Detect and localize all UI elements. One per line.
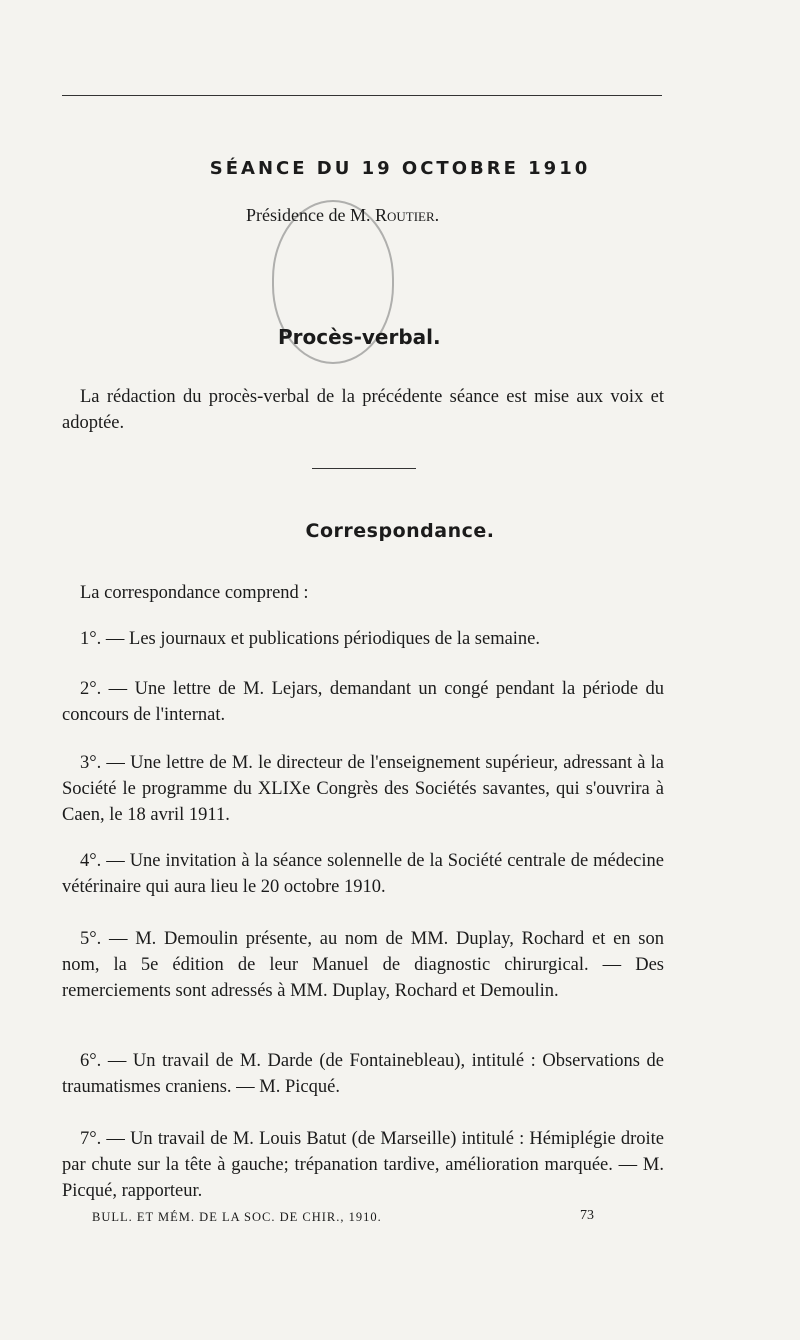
correspondance-heading: Correspondance. <box>305 520 495 542</box>
journal-citation: BULL. ET MÉM. DE LA SOC. DE CHIR., 1910. <box>92 1210 382 1224</box>
correspondance-item-4: 4°. — Une invitation à la séance solennelle de la Société centrale de médecine vétérinaire qui aura lieu le 20 octobre 1910. <box>62 851 664 897</box>
correspondance-item-7: 7°. — Un travail de M. Louis Batut (de Marseille) intitulé : Hémiplégie droite par chute sur la tête à gauche; trépanation tardive, amélioration marquée. — M. Picqué, rapporteur. <box>62 1129 664 1201</box>
correspondance-item-3: 3°. — Une lettre de M. le directeur de l'enseignement supérieur, adressant à la Société le programme du XLIXe Congrès des Sociétés savantes, qui s'ouvrira à Caen, le 18 avril 1911. <box>62 753 664 825</box>
president-name: Routier. <box>374 205 440 225</box>
top-rule <box>62 95 662 96</box>
proces-verbal-heading: Procès-verbal. <box>278 325 441 349</box>
correspondance-item-6: 6°. — Un travail de M. Darde (de Fontainebleau), intitulé : Observations de traumatismes craniens. — M. Picqué. <box>62 1051 664 1097</box>
presidence-line <box>246 205 439 226</box>
correspondance-intro: La correspondance comprend : <box>80 583 309 603</box>
page-number: 73 <box>580 1208 594 1223</box>
correspondance-item-1: 1°. — Les journaux et publications périodiques de la semaine. <box>80 629 541 649</box>
session-title: SÉANCE DU 19 OCTOBRE 1910 <box>209 158 591 179</box>
proces-verbal-text: La rédaction du procès-verbal de la précédente séance est mise aux voix et adoptée. <box>62 387 664 433</box>
correspondance-item-2: 2°. — Une lettre de M. Lejars, demandant un congé pendant la période du concours de l'internat. <box>62 679 664 725</box>
correspondance-item-5: 5°. — M. Demoulin présente, au nom de MM. Duplay, Rochard et en son nom, la 5e édition de leur Manuel de diagnostic chirurgical. — Des remerciements sont adressés à MM. Duplay, Rochard et Demoulin. <box>62 929 664 1001</box>
section-divider <box>312 468 416 469</box>
presidence-prefix: Présidence de M. <box>246 205 371 225</box>
